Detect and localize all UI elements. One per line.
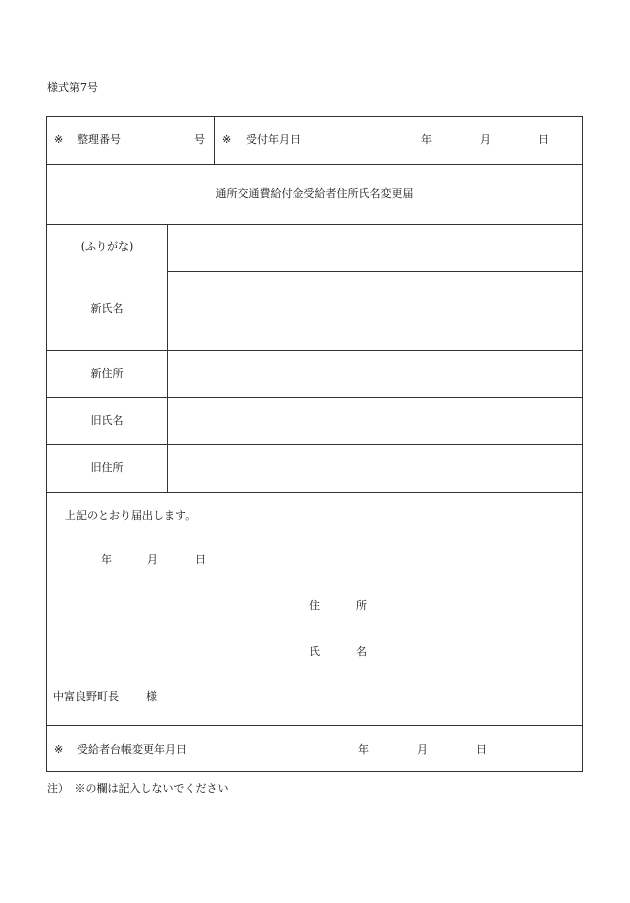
- form-title: 通所交通費給付金受給者住所氏名変更届: [215, 187, 414, 200]
- furigana-field[interactable]: [168, 225, 582, 271]
- ledger-day-unit: 日: [476, 743, 487, 756]
- receipt-day-unit: 日: [538, 133, 549, 146]
- new-name-field[interactable]: [168, 272, 582, 350]
- seiri-number-suffix: 号: [194, 133, 205, 146]
- applicant-address-label: 住: [309, 599, 320, 612]
- new-address-label: 新住所: [90, 367, 124, 380]
- form-number: 様式第7号: [47, 81, 98, 94]
- notification-form: [46, 116, 583, 772]
- old-name-field[interactable]: [168, 398, 582, 444]
- receipt-month-unit: 月: [480, 133, 491, 146]
- old-address-field[interactable]: [168, 445, 582, 492]
- applicant-name-label: 名: [356, 645, 367, 658]
- ledger-change-date-label: 受給者台帳変更年月日: [77, 743, 187, 756]
- receipt-date-label: 受付年月日: [246, 133, 301, 146]
- declaration-year-unit: 年: [101, 553, 112, 566]
- old-address-label: 旧住所: [90, 461, 124, 474]
- furigana-label: (ふりがな): [80, 240, 134, 253]
- applicant-address-label: 所: [356, 599, 367, 612]
- office-use-mark: ※: [54, 133, 64, 146]
- recipient-title: 中富良野町長: [53, 690, 119, 703]
- old-name-label: 旧氏名: [90, 414, 124, 427]
- ledger-month-unit: 月: [417, 743, 428, 756]
- declaration-day-unit: 日: [195, 553, 206, 566]
- applicant-name-label: 氏: [309, 645, 320, 658]
- receipt-year-unit: 年: [421, 133, 432, 146]
- declaration-text: 上記のとおり届出します。: [65, 509, 197, 522]
- recipient-honorific: 様: [146, 690, 157, 703]
- row-divider: [47, 725, 582, 726]
- office-use-mark: ※: [54, 743, 64, 756]
- seiri-number-label: 整理番号: [77, 133, 121, 146]
- row-divider: [47, 492, 582, 493]
- new-name-label: 新氏名: [90, 302, 124, 315]
- new-address-field[interactable]: [168, 351, 582, 397]
- row-divider: [47, 164, 582, 165]
- footnote: 注） ※の欄は記入しないでください: [47, 782, 229, 795]
- office-use-mark: ※: [222, 133, 232, 146]
- declaration-month-unit: 月: [147, 553, 158, 566]
- header-divider: [214, 117, 215, 164]
- ledger-year-unit: 年: [358, 743, 369, 756]
